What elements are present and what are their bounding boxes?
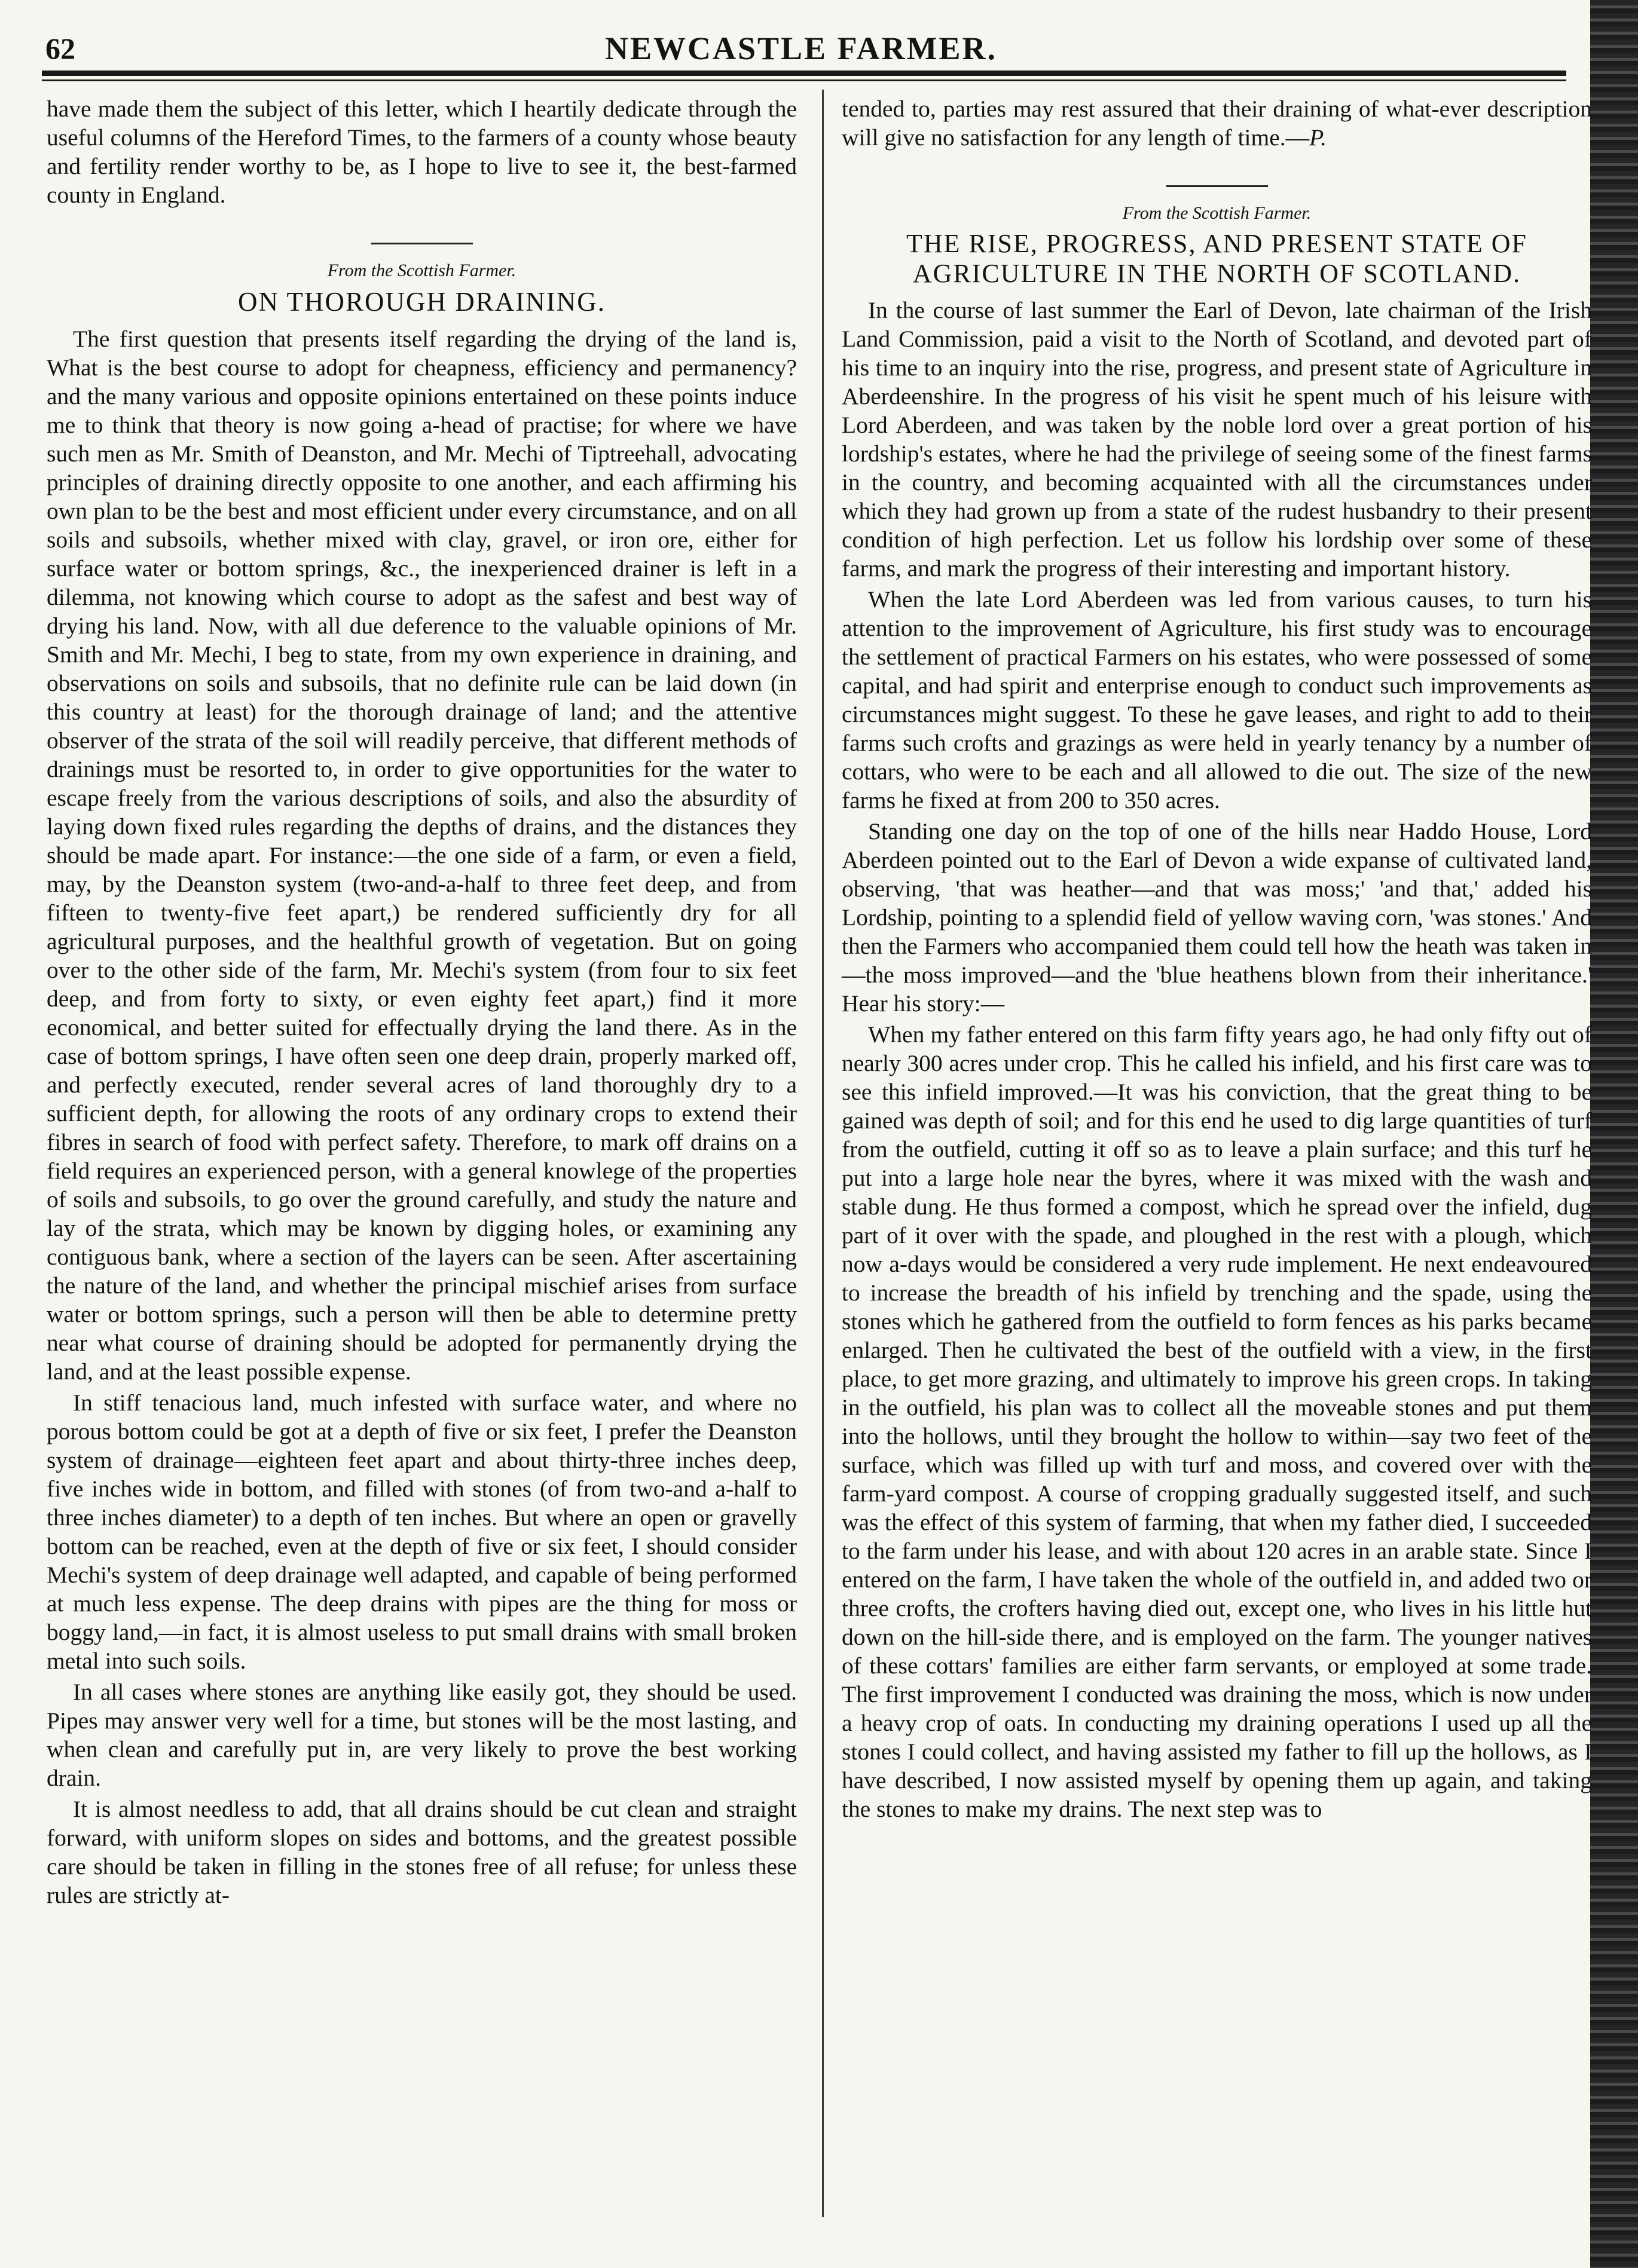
article-paragraph: When the late Lord Aberdeen was led from various causes, to turn his attention to the improvement of Agriculture, his first study was to encourage the settlement of practical Farmers on his estates, who were possessed of some capital, and had spirit and enterprise enough to conduct such improvements as circumstances might suggest. To these he gave leases, and right to add to their farms such crofts and grazings as were held in yearly tenancy by a number of cottars, who were to be each and all allowed to die out. The size of the new farms he fixed at from 200 to 350 acres. [842,586,1592,813]
article-title-line: THE RISE, PROGRESS, AND PRESENT STATE OF [906,229,1527,258]
page-edge-shadow [1590,0,1638,2268]
header-rule-thin [42,79,1566,81]
continued-text: tended to, parties may rest assured that their draining of what-ever description will give no satisfaction for any length of time.— [842,96,1592,151]
article-paragraph: In the course of last summer the Earl of Devon, late chairman of the Irish Land Commission, paid a visit to the North of Scotland, and devoted part of his time to an inquiry into the rise, progress, and present state of Agriculture in Aberdeenshire. In the progress of his visit he spent much of his leisure with Lord Aberdeen, and was taken by the noble lord over a great portion of his lordship's estates, where he had the privilege of seeing some of the finest farms in the country, and becoming acquainted with all the circumstances under which they had grown up from a state of the rudest husbandry to their present condition of high perfection. Let us follow his lordship over some of these farms, and mark the progress of their interesting and important history. [842,297,1592,581]
section-separator [371,243,473,244]
article-paragraph: Standing one day on the top of one of the hills near Haddo House, Lord Aberdeen pointed out to the Earl of Devon a wide expanse of cultivated land, observing, 'that was heather—and that was moss;' 'and that,' added his Lordship, pointing to a splendid field of yellow waving corn, 'was stones.' And then the Farmers who accompanied them could tell how the heath was taken in—the moss improved—and the 'blue heathens blown from their inheritance.' Hear his story:— [842,818,1592,1017]
article-paragraph: The first question that presents itself regarding the drying of the land is, What is the best course to adopt for cheapness, efficiency and permanency? and the many various and opposite opinions entertained on these points induce me to think that theory is now going a-head of practise; for where we have such men as Mr. Smith of Deanston, and Mr. Mechi of Tiptreehall, advocating principles of draining directly opposite to one another, and each affirming his own plan to be the best and most efficient under every circumstance, and on all soils and subsoils, whether mixed with clay, gravel, or iron ore, either for surface water or bottom springs, &c., the inexperienced drainer is left in a dilemma, not knowing which course to adopt as the safest and best way of drying his land. Now, with all due deference to the valuable opinions of Mr. Smith and Mr. Mechi, I beg to state, from my own experience in draining, and observations on soils and subsoils, that no definite rule can be laid down (in this country at least) for the thorough drainage of land; and the attentive observer of the strata of the soil will readily perceive, that different methods of drainings must be resorted to, in order to give opportunities for the water to escape freely from the various descriptions of soils, and also the absurdity of laying down fixed rules regarding the depths of drains, and the distances they should be made apart. For instance:—the one side of a farm, or even a field, may, by the Deanston system (two-and-a-half to three feet deep, and from fifteen to twenty-five feet apart,) be rendered sufficiently dry for all agricultural purposes, and the healthful growth of vegetation. But on going over to the other side of the farm, Mr. Mechi's system (from four to six feet deep, and from forty to sixty, or even eighty feet apart,) find it more economical, and better suited for effectually drying the land there. As in the case of bottom springs, I have often seen one deep drain, properly marked off, and perfectly executed, render several acres of land thoroughly dry to a sufficient depth, for allowing the roots of any ordinary crops to extend their fibres in search of food with perfect safety. Therefore, to mark off drains on a field requires an experienced person, with a general knowlege of the properties of soils and subsoils, to go over the ground carefully, and study the nature and lay of the strata, which may be known by digging holes, or examining any contiguous bank, where a section of the layers can be seen. After ascertaining the nature of the land, and whether the principal mischief arises from surface water or bottom springs, such a person will then be able to determine pretty near what course of draining should be adopted for permanently drying the land, and at the least possible expense. [47,326,797,1385]
header-rule-thick [42,71,1566,76]
author-signature: P. [1309,124,1327,151]
section-separator [1166,185,1268,187]
continued-article-paragraph [842,94,1592,152]
article-source: From the Scottish Farmer. [327,261,517,280]
page-header [42,26,1560,67]
page-number: 62 [45,32,75,65]
article-paragraph: When my father entered on this farm fifty years ago, he had only fifty out of nearly 300 acres under crop. This he called his infield, and his first care was to see this infield improved.—It was his conviction, that the great thing to be gained was depth of soil; and for this end he used to dig large quantities of turf from the outfield, cutting it off so as to leave a plain surface; and this turf he put into a large hole near the byres, where it was mixed with the wash and stable dung. He thus formed a compost, which he spread over the infield, dug part of it over with the spade, and ploughed in the rest with a plough, which now a-days would be considered a very rude implement. He next endeavoured to increase the breadth of his infield by trenching and the spade, using the stones which he gathered from the outfield to form fences as his parks became enlarged. Then he cultivated the best of the outfield with a view, in the first place, to get more grazing, and ultimately to improve his green crops. In taking in the outfield, his plan was to collect all the moveable stones and put them into the hollows, until they brought the hollow to within—say two feet of the surface, which was filled up with turf and moss, and covered over with the farm-yard compost. A course of cropping gradually suggested itself, and such was the effect of this system of farming, that when my father died, I succeeded to the farm under his lease, and with about 120 acres in an arable state. Since I entered on the farm, I have taken the whole of the outfield in, and added two or three crofts, the crofters having died out, except one, who lives in his little hut down on the hill-side there, and is employed on the farm. The younger natives of these cottars' families are either farm servants, or employed at some trade. The first improvement I conducted was draining the moss, which is now under a heavy crop of oats. In conducting my draining operations I used up all the stones I could collect, and having assisted my father to fill up the hollows, as I have described, I now assisted myself by opening them up again, and taking the stones to make my drains. The next step was to [842,1021,1592,1822]
left-column [47,94,797,1912]
article-paragraph: It is almost needless to add, that all drains should be cut clean and straight forward, with uniform slopes on sides and bottoms, and the greatest possible care should be taken in filling in the stones free of all refuse; for unless these rules are strictly at- [47,1796,797,1908]
article-paragraph: In stiff tenacious land, much infested with surface water, and where no porous bottom could be got at a depth of five or six feet, I prefer the Deanston system of drainage—eighteen feet apart and about thirty-three inches deep, five inches wide in bottom, and filled with stones (of from two-and a-half to three inches diameter) to a depth of ten inches. But where an open or gravelly bottom can be reached, even at the depth of five or six feet, I should consider Mechi's system of deep drainage well adapted, and capable of being performed at much less expense. The deep drains with pipes are the thing for moss or boggy land,—in fact, it is almost useless to put small drains with small broken metal into such soils. [47,1389,797,1674]
article-title-line: AGRICULTURE IN THE NORTH OF SCOTLAND. [912,259,1521,288]
continued-letter-paragraph: have made them the subject of this letter, which I heartily dedicate through the useful columns of the Hereford Times, to the farmers of a county whose beauty and fertility render worthy to be, as I hope to live to see it, the best-farmed county in England. [47,96,797,208]
right-column [842,94,1592,1826]
column-divider [822,90,824,2217]
article-source: From the Scottish Farmer. [1122,203,1312,223]
article-title: ON THOROUGH DRAINING. [238,287,606,317]
article-paragraph: In all cases where stones are anything like easily got, they should be used. Pipes may answer very well for a time, but stones will be the most lasting, and when clean and carefully put in, are very likely to prove the best working drain. [47,1679,797,1791]
running-title: NEWCASTLE FARMER. [604,30,998,66]
article-title [842,229,1592,289]
